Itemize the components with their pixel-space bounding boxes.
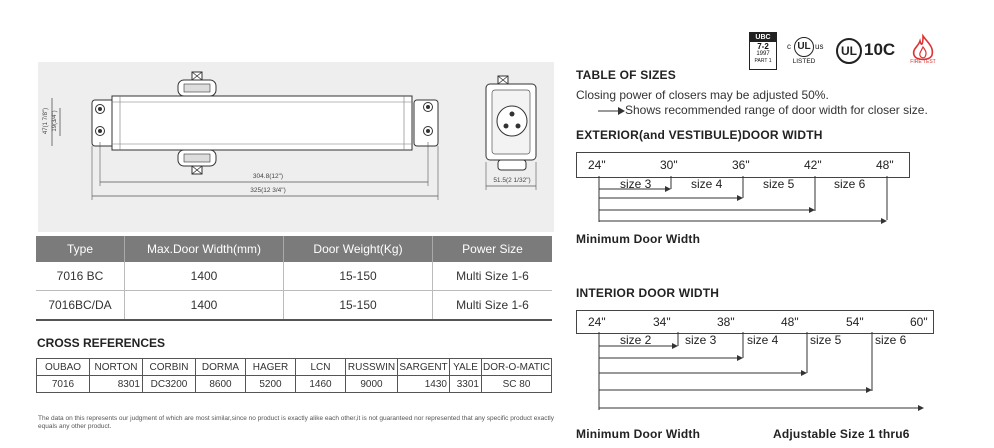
xref-brand: CORBIN	[143, 359, 196, 376]
specs-cell: 7016BC/DA	[36, 291, 125, 321]
technical-drawing	[38, 62, 554, 232]
interior-size-label: size 5	[810, 333, 842, 347]
table-row	[36, 262, 552, 291]
specs-cell: 7016 BC	[36, 262, 125, 291]
table-row	[37, 359, 552, 376]
interior-title: INTERIOR DOOR WIDTH	[576, 286, 720, 300]
ubc-line-1: UBC	[750, 33, 776, 42]
specs-table	[36, 236, 552, 321]
dim-side: 51.5(2 1/32")	[493, 177, 531, 184]
xref-brand: YALE	[450, 359, 482, 376]
specs-header-weight: Door Weight(Kg)	[284, 236, 433, 262]
specs-header-width: Max.Door Width(mm)	[125, 236, 284, 262]
xref-brand: RUSSWIN	[346, 359, 398, 376]
xref-brand: SARGENT	[398, 359, 450, 376]
disclaimer-text: The data on this represents our judgment of which are most similar,since no product is exactly alike each other,it is not guaranteed nor represented that any specific product exactly equals any other product.	[38, 415, 554, 430]
table-of-sizes-title: TABLE OF SIZES	[576, 68, 676, 82]
interior-tick: 60"	[910, 315, 928, 329]
interior-tick: 34"	[653, 315, 671, 329]
ubc-badge	[749, 32, 777, 70]
ul-mark-icon	[836, 38, 862, 64]
interior-footer-left: Minimum Door Width	[576, 427, 701, 441]
exterior-size-label: size 3	[620, 177, 652, 191]
xref-brand: NORTON	[90, 359, 143, 376]
interior-tick: 38"	[717, 315, 735, 329]
ul-us-suffix: us	[815, 42, 824, 51]
xref-model: 8301	[90, 376, 143, 393]
xref-model: 5200	[246, 376, 296, 393]
arrow-right-icon	[598, 106, 626, 116]
specs-cell: 15-150	[284, 262, 433, 291]
interior-size-label: size 6	[875, 333, 907, 347]
table-row	[36, 291, 552, 321]
ul-circle-text: UL	[797, 41, 811, 52]
ul-rating: 10C	[864, 40, 896, 59]
fire-test-text: FIRE TEST	[910, 59, 936, 65]
exterior-size-label: size 4	[691, 177, 723, 191]
interior-size-label: size 4	[747, 333, 779, 347]
specs-header-type: Type	[36, 236, 125, 262]
xref-model: 1460	[296, 376, 346, 393]
ul-listed-logo	[785, 34, 829, 68]
xref-model: 3301	[450, 376, 482, 393]
interior-size-label: size 2	[620, 333, 652, 347]
exterior-title: EXTERIOR(and VESTIBULE)DOOR WIDTH	[576, 128, 823, 142]
arrow-note-row	[598, 103, 978, 119]
specs-cell: 1400	[125, 262, 284, 291]
specs-cell: 15-150	[284, 291, 433, 321]
exterior-tick: 24"	[588, 158, 606, 172]
dim-span-inner: 304.8(12")	[252, 173, 284, 180]
cross-references-title: CROSS REFERENCES	[37, 336, 166, 350]
interior-tick: 24"	[588, 315, 606, 329]
exterior-size-label: size 5	[763, 177, 795, 191]
interior-size-label: size 3	[685, 333, 717, 347]
exterior-tick: 42"	[804, 158, 822, 172]
table-row	[37, 376, 552, 393]
xref-model: 1430	[398, 376, 450, 393]
xref-brand: OUBAO	[37, 359, 90, 376]
exterior-tick: 30"	[660, 158, 678, 172]
xref-brand: LCN	[296, 359, 346, 376]
specs-cell: Multi Size 1-6	[433, 262, 553, 291]
dim-span-outer: 325(12 3/4")	[250, 187, 286, 194]
xref-brand: HAGER	[246, 359, 296, 376]
exterior-footer: Minimum Door Width	[576, 232, 701, 246]
ubc-line-2: 7-2	[757, 42, 769, 51]
interior-tick: 48"	[781, 315, 799, 329]
specs-header-row	[36, 236, 552, 262]
exterior-tick: 36"	[732, 158, 750, 172]
closing-power-note: Closing power of closers may be adjusted 50%.	[576, 88, 829, 102]
ubc-line-4: PART 1	[754, 58, 772, 64]
xref-model: 8600	[196, 376, 246, 393]
xref-model: 7016	[37, 376, 90, 393]
dim-height-inner: 19(3/4")	[52, 110, 58, 132]
ul-circle-icon	[794, 37, 814, 57]
interior-tick: 54"	[846, 315, 864, 329]
interior-footer-right: Adjustable Size 1 thru6	[773, 427, 910, 441]
ul-10c-logo	[836, 38, 906, 64]
exterior-tick: 48"	[876, 158, 894, 172]
xref-brand: DORMA	[196, 359, 246, 376]
arrow-note-text: Shows recommended range of door width for closer size.	[625, 103, 928, 117]
closer-drawing-svg	[38, 62, 554, 232]
specs-cell: Multi Size 1-6	[433, 291, 553, 321]
ubc-line-3: 1997	[756, 51, 770, 57]
specs-header-power: Power Size	[433, 236, 553, 262]
dim-height-outer: 47(1 7/8")	[43, 107, 49, 135]
xref-model: SC 80	[482, 376, 552, 393]
exterior-ruler	[576, 152, 910, 178]
xref-model: 9000	[346, 376, 398, 393]
interior-ruler	[576, 310, 934, 334]
cross-references-table	[36, 358, 552, 393]
ul-mark-text: UL	[841, 44, 857, 58]
xref-brand: DOR-O-MATIC	[482, 359, 552, 376]
ul-c-prefix: c	[787, 42, 791, 51]
xref-model: DC3200	[143, 376, 196, 393]
specs-cell: 1400	[125, 291, 284, 321]
exterior-size-label: size 6	[834, 177, 866, 191]
ul-listed-text: LISTED	[792, 58, 816, 65]
fire-test-icon	[908, 33, 938, 67]
